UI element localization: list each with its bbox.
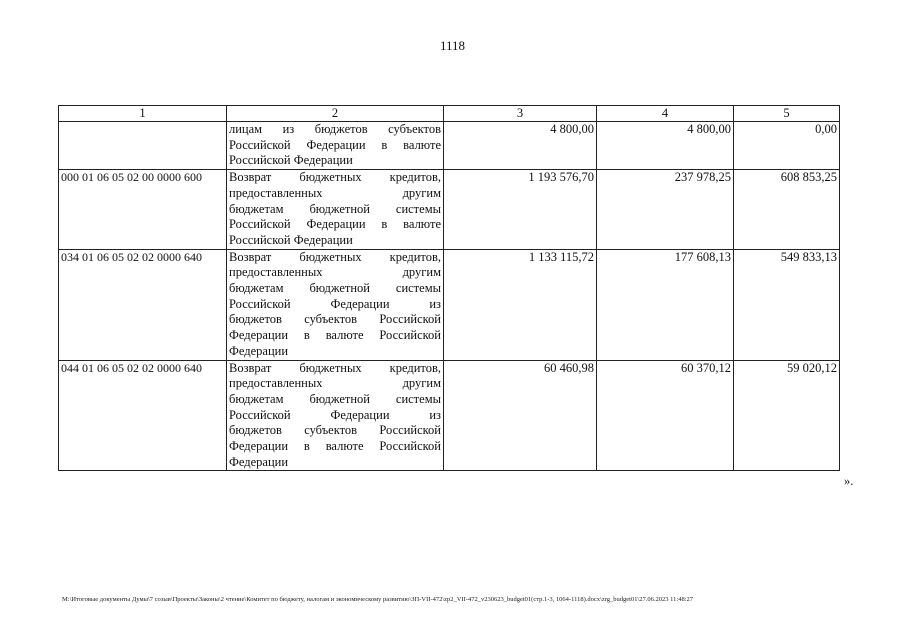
description-line: Российской Федерации из: [229, 407, 441, 422]
description-line: бюджетов субъектов Российской: [229, 312, 441, 327]
description-line: лицам из бюджетов субъектов: [229, 122, 441, 136]
table-row: [59, 170, 840, 250]
description-line: Федерации в валюте Российской: [229, 439, 441, 454]
page-number: 1118: [439, 38, 466, 53]
description-line: Федерации: [229, 454, 289, 469]
header-col-4: 4: [597, 106, 734, 122]
description-cell: [227, 249, 444, 360]
amount-cell-3: 1 133 115,72: [444, 249, 597, 360]
amount-cell-3: 60 460,98: [444, 360, 597, 471]
closing-quote-mark: ».: [844, 474, 854, 488]
description-line: бюджетам бюджетной системы: [229, 281, 441, 296]
amount-cell-3: 4 800,00: [444, 122, 597, 170]
table-row: [59, 360, 840, 471]
budget-code-cell: [59, 122, 227, 170]
header-col-2: 2: [227, 106, 444, 122]
table-body: [59, 122, 840, 471]
amount-cell-5: 59 020,12: [734, 360, 840, 471]
description-line: Федерации: [229, 343, 289, 358]
description-cell: [227, 360, 444, 471]
budget-table: [58, 105, 840, 471]
amount-cell-3: 1 193 576,70: [444, 170, 597, 250]
description-line: Российской Федерации в валюте: [229, 217, 441, 232]
header-col-5: 5: [734, 106, 840, 122]
budget-code-cell: 044 01 06 05 02 02 0000 640: [59, 360, 227, 471]
amount-cell-4: 4 800,00: [597, 122, 734, 170]
budget-code-cell: 034 01 06 05 02 02 0000 640: [59, 249, 227, 360]
description-cell: [227, 122, 444, 170]
description-line: Возврат бюджетных кредитов,: [229, 249, 441, 264]
header-col-3: 3: [444, 106, 597, 122]
description-line: бюджетам бюджетной системы: [229, 391, 441, 406]
amount-cell-5: 0,00: [734, 122, 840, 170]
footer-file-path: M:\Итоговые документы Думы\7 созыв\Проекты\Законы\2 чтение\Комитет по бюджету, налогам и экономическому развитию\ЗП-VII-472\zp2_VII-472_v230623_budget01(стр.1-3, 1064-1118).docx\zrg_budget01\27.06.2023 11:48:27: [62, 596, 693, 603]
description-cell: [227, 170, 444, 250]
table-row: [59, 122, 840, 170]
description-line: предоставленных другим: [229, 265, 441, 280]
header-col-1: 1: [59, 106, 227, 122]
amount-cell-5: 549 833,13: [734, 249, 840, 360]
description-line: Возврат бюджетных кредитов,: [229, 170, 441, 185]
table-header-row: [59, 106, 840, 122]
amount-cell-4: 60 370,12: [597, 360, 734, 471]
description-line: предоставленных другим: [229, 185, 441, 200]
description-line: Возврат бюджетных кредитов,: [229, 360, 441, 375]
description-line: Федерации в валюте Российской: [229, 328, 441, 343]
table-row: [59, 249, 840, 360]
amount-cell-4: 177 608,13: [597, 249, 734, 360]
budget-code-cell: 000 01 06 05 02 00 0000 600: [59, 170, 227, 250]
description-line: Российской Федерации: [229, 153, 353, 168]
amount-cell-4: 237 978,25: [597, 170, 734, 250]
description-line: Российской Федерации в валюте: [229, 137, 441, 152]
description-line: Российской Федерации из: [229, 296, 441, 311]
description-line: предоставленных другим: [229, 376, 441, 391]
amount-cell-5: 608 853,25: [734, 170, 840, 250]
description-line: бюджетам бюджетной системы: [229, 201, 441, 216]
description-line: бюджетов субъектов Российской: [229, 423, 441, 438]
description-line: Российской Федерации: [229, 232, 353, 247]
